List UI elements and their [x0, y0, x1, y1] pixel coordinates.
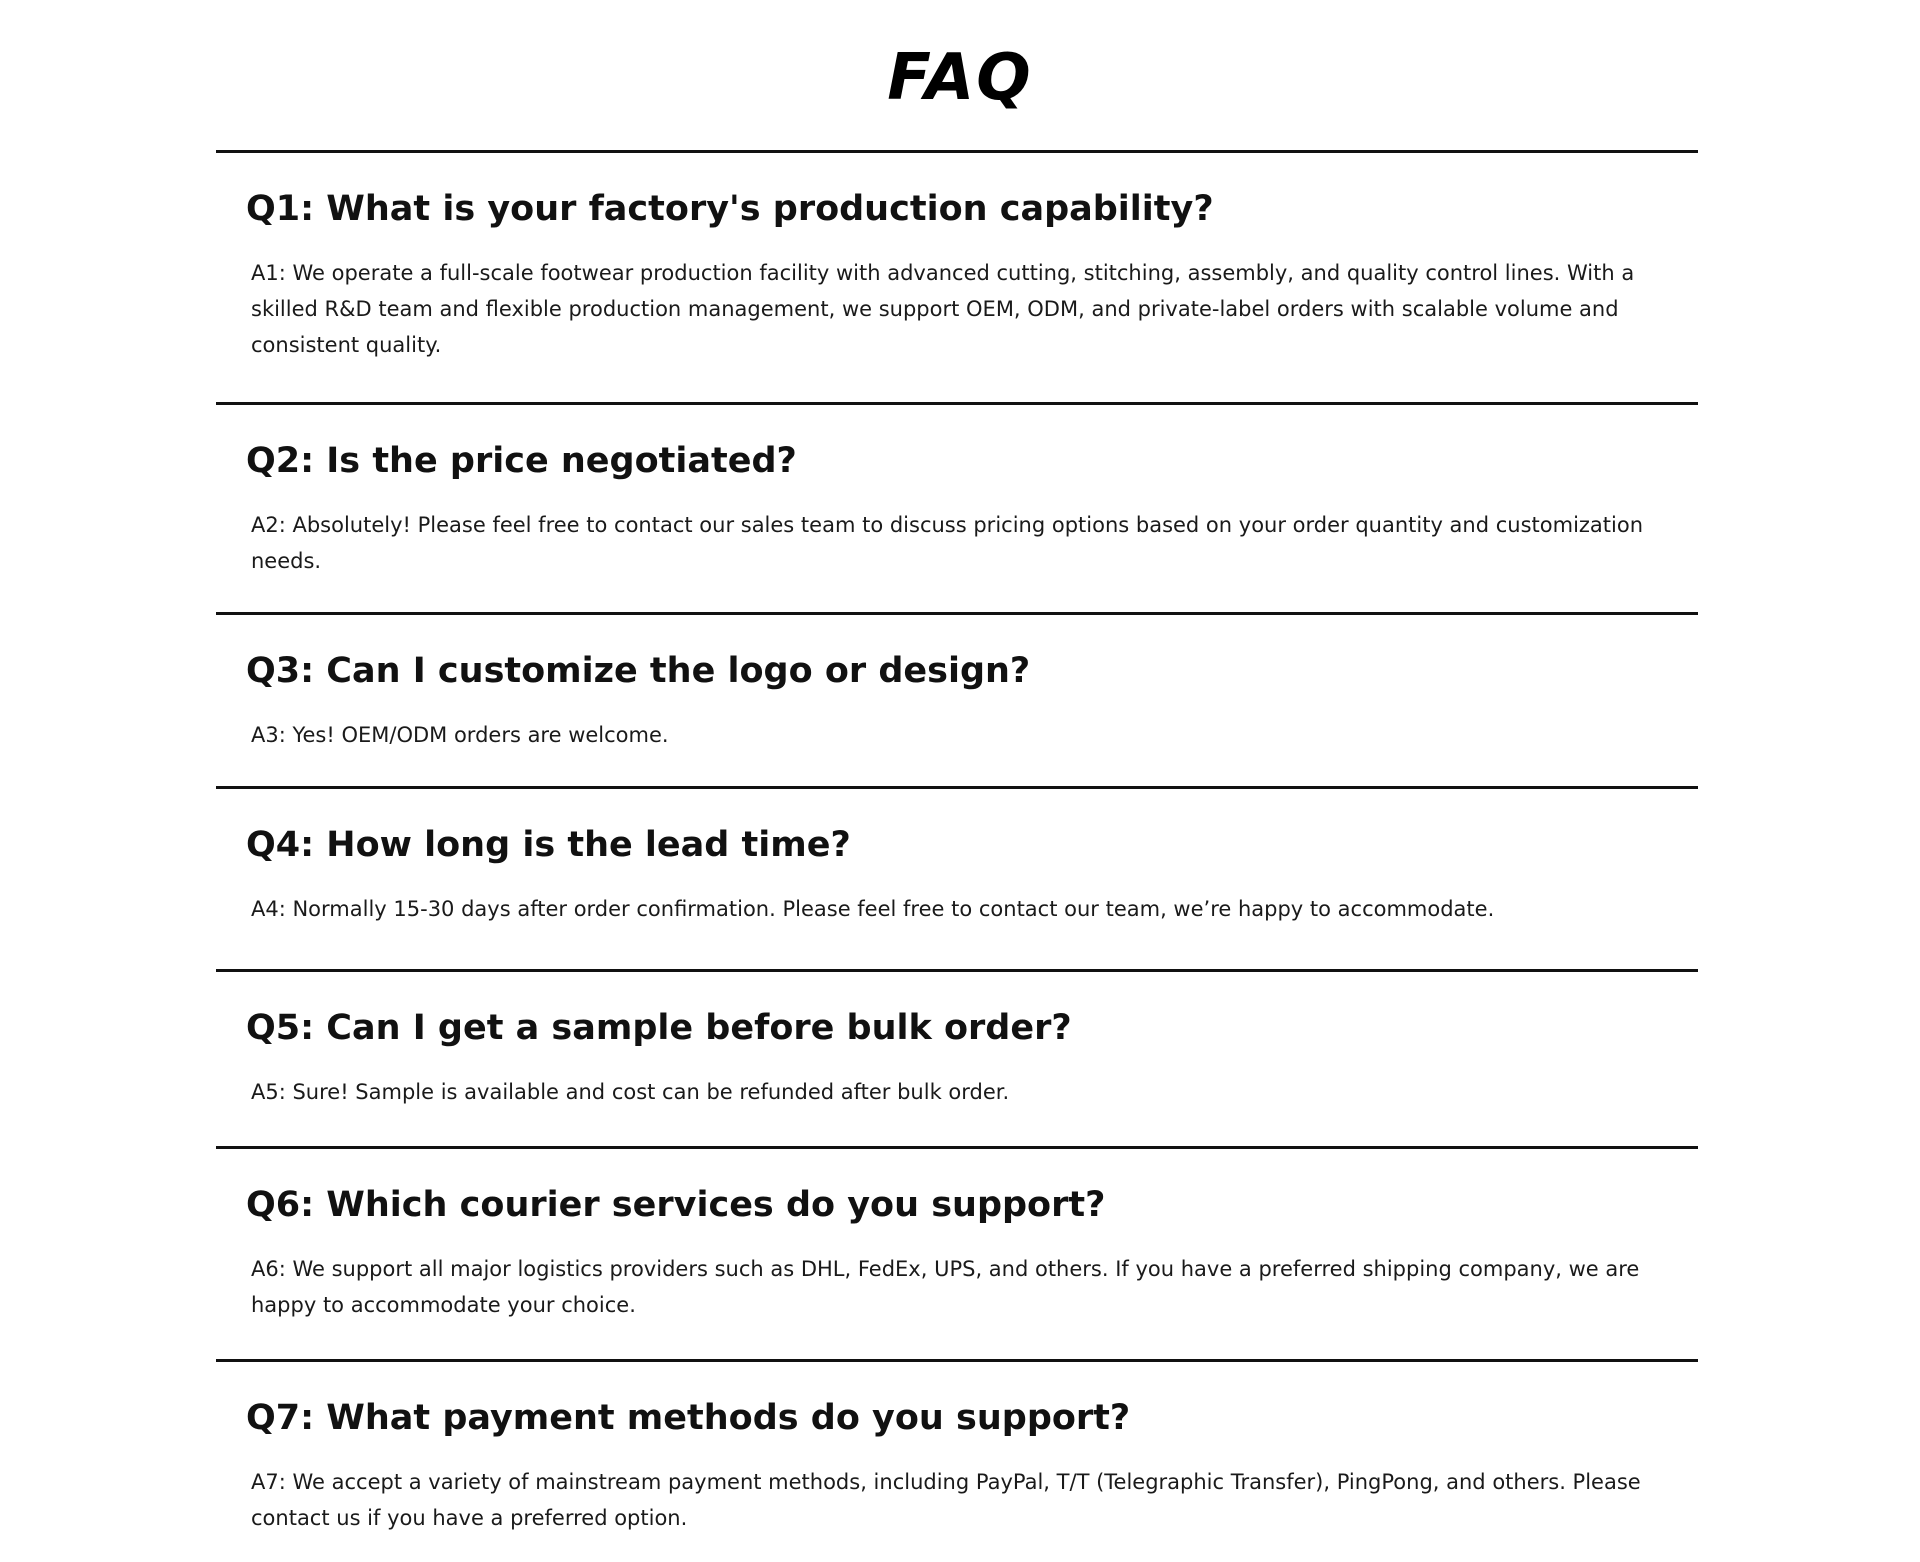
faq-answer: A3: Yes! OEM/ODM orders are welcome.	[251, 723, 669, 747]
faq-question: Q7: What payment methods do you support?	[246, 1398, 1131, 1438]
faq-answer: A6: We support all major logistics providers such as DHL, FedEx, UPS, and others. If you have a preferred shipping company, we are happy to accommodate your choice.	[251, 1257, 1640, 1317]
faq-item	[216, 402, 1698, 612]
faq-list	[216, 150, 1698, 1562]
faq-item	[216, 1359, 1698, 1562]
faq-answer: A2: Absolutely! Please feel free to contact our sales team to discuss pricing options based on your order quantity and customization needs.	[251, 513, 1644, 573]
faq-question: Q4: How long is the lead time?	[246, 825, 851, 865]
faq-answer: A4: Normally 15-30 days after order confirmation. Please feel free to contact our team, we’re happy to accommodate.	[251, 897, 1495, 921]
faq-question: Q3: Can I customize the logo or design?	[246, 651, 1031, 691]
faq-item	[216, 969, 1698, 1146]
faq-item	[216, 786, 1698, 969]
faq-question: Q1: What is your factory's production capability?	[246, 189, 1214, 229]
faq-question: Q6: Which courier services do you support?	[246, 1185, 1106, 1225]
faq-question: Q2: Is the price negotiated?	[246, 441, 797, 481]
faq-question: Q5: Can I get a sample before bulk order?	[246, 1008, 1072, 1048]
faq-answer: A5: Sure! Sample is available and cost can be refunded after bulk order.	[251, 1080, 1010, 1104]
faq-answer: A1: We operate a full-scale footwear production facility with advanced cutting, stitching, assembly, and quality control lines. With a skilled R&D team and flexible production management, we support OEM, ODM, and private-label orders with scalable volume and consistent quality.	[251, 261, 1635, 357]
faq-item	[216, 1146, 1698, 1359]
page-title: FAQ	[887, 41, 1033, 115]
faq-answer: A7: We accept a variety of mainstream payment methods, including PayPal, T/T (Telegraphic Transfer), PingPong, and others. Please contact us if you have a preferred option.	[251, 1470, 1641, 1530]
faq-item	[216, 150, 1698, 402]
faq-item	[216, 612, 1698, 786]
